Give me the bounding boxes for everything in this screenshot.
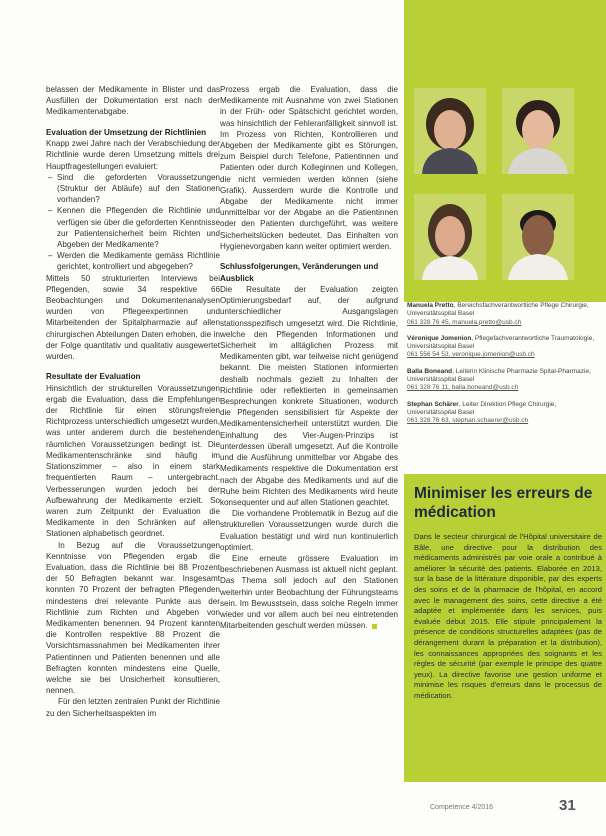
author-name: Manuela Pretto: [407, 302, 454, 309]
author-role: , Leiter Direktion Pflege Chirurgie, Universitätsspital Basel: [407, 400, 557, 416]
paragraph: Knapp zwei Jahre nach der Verabschiedung der Richtlinie wurde deren Umsetzung mittels drei Hauptfragestellungen evaluiert:: [46, 139, 220, 171]
paragraph: Die vorhandene Problematik in Bezug auf die strukturellen Voraussetzungen wurde durch die Evaluation bestätigt und wird nun kontinuierlich optimiert.: [220, 509, 398, 552]
author-contact[interactable]: 061 556 54 53, veronique.jomenion@usb.ch: [407, 351, 535, 359]
author-photo: [502, 88, 574, 174]
text-column-left: [46, 84, 220, 719]
author-photos-panel: [404, 0, 606, 302]
page-number: 31: [559, 797, 576, 814]
author-contact[interactable]: 061 328 76 11, balla.boneand@usb.ch: [407, 384, 519, 392]
intro-paragraph: belassen der Medikamente in Blister und das Ausfüllen der Dokumentation erst nach der Medikamentenabgabe.: [46, 85, 220, 117]
heading-results: Resultate der Evaluation: [46, 372, 141, 382]
author-photo: [414, 194, 486, 280]
heading-conclusions: Schlussfolgerungen, Veränderungen und Ausblick: [220, 262, 379, 283]
summary-title: Minimiser les erreurs de médication: [414, 485, 593, 521]
author-caption: [407, 401, 603, 426]
author-captions: [407, 302, 603, 434]
closing-paragraph: [220, 553, 398, 631]
author-contact[interactable]: 061 328 76 45, manuela.pretto@usb.ch: [407, 318, 522, 326]
paragraph: Für den letzten zentralen Punkt der Richtlinie zu den Sicherheitsaspekten im: [46, 697, 220, 718]
paragraph: Mittels 50 strukturierten Interviews bei Pflegenden, sowie 34 respektive 66 Beobachtungen und Dokumentenanalysen wurden von Pflegeexpertinnen und Mitarbeitenden der Spitalpharmazie auf allen chirurgischen Abteilungen Daten erhoben, die in der Folge quantitativ und qualitativ ausgewertet wurden.: [46, 273, 220, 361]
paragraph-text: Eine erneute grössere Evaluation im beschriebenen Ausmass ist aktuell nicht geplant. Das Thema soll jedoch auf den Stationen weiterhin unter Beobachtung der Führungsteams sein. Im Bewusstsein, dass solche Regeln immer wieder und vor allem auch bei neu eintretenden Mitarbeitenden geschult werden müssen.: [220, 553, 398, 631]
paragraph: Hinsichtlich der strukturellen Voraussetzungen ergab die Evaluation, dass die Empfehlungen der Richtlinie für einen störungsfreien Richtprozess unterschiedlich umgesetzt wurden, was unter anderem durch die bestehenden räumlichen Voraussetzungen bedingt ist. Die Medikamentenschränke sind häufig im Stationszimmer – also in einem stark frequentierten Raum – untergebracht. Verbesserungen wurden jedoch bei der Aufbewahrung der Medikamente erzielt. So waren zum Zeitpunkt der Evaluation die Medikamente in den Schränken auf allen Stationen alphabetisch geordnet.: [46, 383, 220, 539]
heading-evaluation: Evaluation der Umsetzung der Richtlinien: [46, 127, 207, 137]
paragraph: In Bezug auf die Voraussetzungen Kenntnisse von Pflegenden ergab die Evaluation, dass die Richtlinie bei 88 Prozent der 50 Befragten bekannt war. Insgesamt konnten 70 Prozent der befragten Pflegenden mindestens drei relevante Punkte aus der Richtlinie zum Richten und Abgeben von Medikamenten benennen. 94 Prozent kannten die Kontrollen respektive 88 Prozent die Vorsichtsmassnahmen bei Medikamenten ihrer Patientinnen und Patienten benennen und alle Befragten konnten mindestens eine Quelle, welche sie bei Unsicherheit konsultieren, nennen.: [46, 540, 220, 696]
author-caption: [407, 368, 603, 393]
paragraph: Die Resultate der Evaluation zeigten Optimierungsbedarf auf, der aufgrund unterschiedlicher Ausgangslagen stationsspezifisch umgesetzt wird. Die Richtlinie, welche den Pflegenden Informationen und Sicherheit im alltäglichen Prozess mit Medikamenten gibt, war teilweise nicht genügend bekannt. Die meisten Stationen informierten deshalb nochmals gezielt zu Inhalten der Richtlinie oder reflektierten in gemeinsamen Besprechungen konkrete Situationen, wodurch die Pflegenden sensibilisiert für Aspekte der Medikamentensicherheit unterstützt wurden. Die Einhaltung des Vier-Augen-Prinzips ist unterdessen überall umgesetzt. Auf die Kontrolle und die Ausführung unmittelbar vor Abgabe des Medikaments respektive die Dokumentation erst nach der Abgabe des Medikaments und auf die Ruhe beim Richten des Medikaments wird heute konsequenter und auf allen Stationen geachtet.: [220, 285, 398, 507]
footer-issue: Competence 4/2016: [430, 804, 494, 811]
text-column-middle: [220, 84, 398, 631]
author-name: Balla Boneand: [407, 367, 453, 375]
author-photo: [414, 88, 486, 174]
portrait-icon: [502, 194, 574, 280]
question-list: [46, 172, 220, 273]
author-caption: [407, 335, 603, 360]
author-contact[interactable]: 061 328 76 63, stephan.schaerer@usb.ch: [407, 417, 529, 425]
author-caption: [407, 302, 603, 327]
author-role: , Pflegefachverantwortliche Traumatologie, Universitätsspital Basel: [407, 334, 595, 351]
summary-text: Dans le secteur chirurgical de l'Hôpital universitaire de Bâle, une directive pour la distribution des médicaments administrés par voie orale a contribué à améliorer la sécurité des patients. Elaborée en 2013, sur la base de la littérature disponible, par des experts des soins et de la pharmacie de l'hôpital, en accord avec le management des soins, cette directive a été adaptée et implémentée dans les services, puis évaluée début 2015. Elle stipule principalement la présence de conditions structurelles adaptées (pas de dérangement durant la préparation et la distribution), les connaissances appropriées des soignants et les règles de sécurité (par exemple le principe des quatre yeux). La directive favorise une gestion uniforme et minimise les risques d'erreurs dans le processus de médication.: [414, 532, 602, 700]
author-role: , Leiterin Klinische Pharmazie Spital-Pharmazie, Universitätsspital Basel: [407, 367, 591, 384]
end-mark-icon: [372, 624, 377, 629]
author-role: , Bereichsfachverantwortliche Pflege Chirurgie, Universitätsspital Basel: [407, 302, 589, 318]
portrait-icon: [414, 88, 486, 174]
author-name: Stephan Schärer: [407, 400, 459, 408]
list-item: – Werden die Medikamente gemäss Richtlinie gerichtet, kontrolliert und abgegeben?: [46, 250, 220, 272]
summary-box: [404, 474, 606, 782]
portrait-icon: [502, 88, 574, 174]
paragraph: Prozess ergab die Evaluation, dass die Medikamente mit Ausnahme von zwei Stationen in der Früh- oder Spätschicht gerichtet worden, was hinsichtlich der Fehleranfälligkeit sinnvoll ist. Im Prozess von Richten, Kontrollieren und Abgeben der Medikamente gibt es Störungen, zum Beispiel durch Telefone, Patientinnen und Patienten oder durch Kolleginnen und Kollegen, die nicht vermieden werden können (siehe Grafik). Ausserdem wurde die Kontrolle und Abgabe der Medikamente nicht immer unmittelbar vor der Abgabe an die Patientinnen oder den Patienten durchgeführt, was weitere Sicherheitslücken bedeutet. Das Einhalten von Hygienevorgaben kann weiter optimiert werden.: [220, 85, 398, 251]
list-item: – Kennen die Pflegenden die Richtlinie und verfügen sie über die geforderten Kenntnisse zur Patientensicherheit beim Richten und Abgeben der Medikamente?: [46, 205, 220, 250]
author-photo: [502, 194, 574, 280]
list-item: – Sind die geforderten Voraussetzungen (Struktur der Abläufe) auf den Stationen vorhanden?: [46, 172, 220, 206]
author-name: Véronique Jomenion: [407, 334, 472, 342]
portrait-icon: [414, 194, 486, 280]
